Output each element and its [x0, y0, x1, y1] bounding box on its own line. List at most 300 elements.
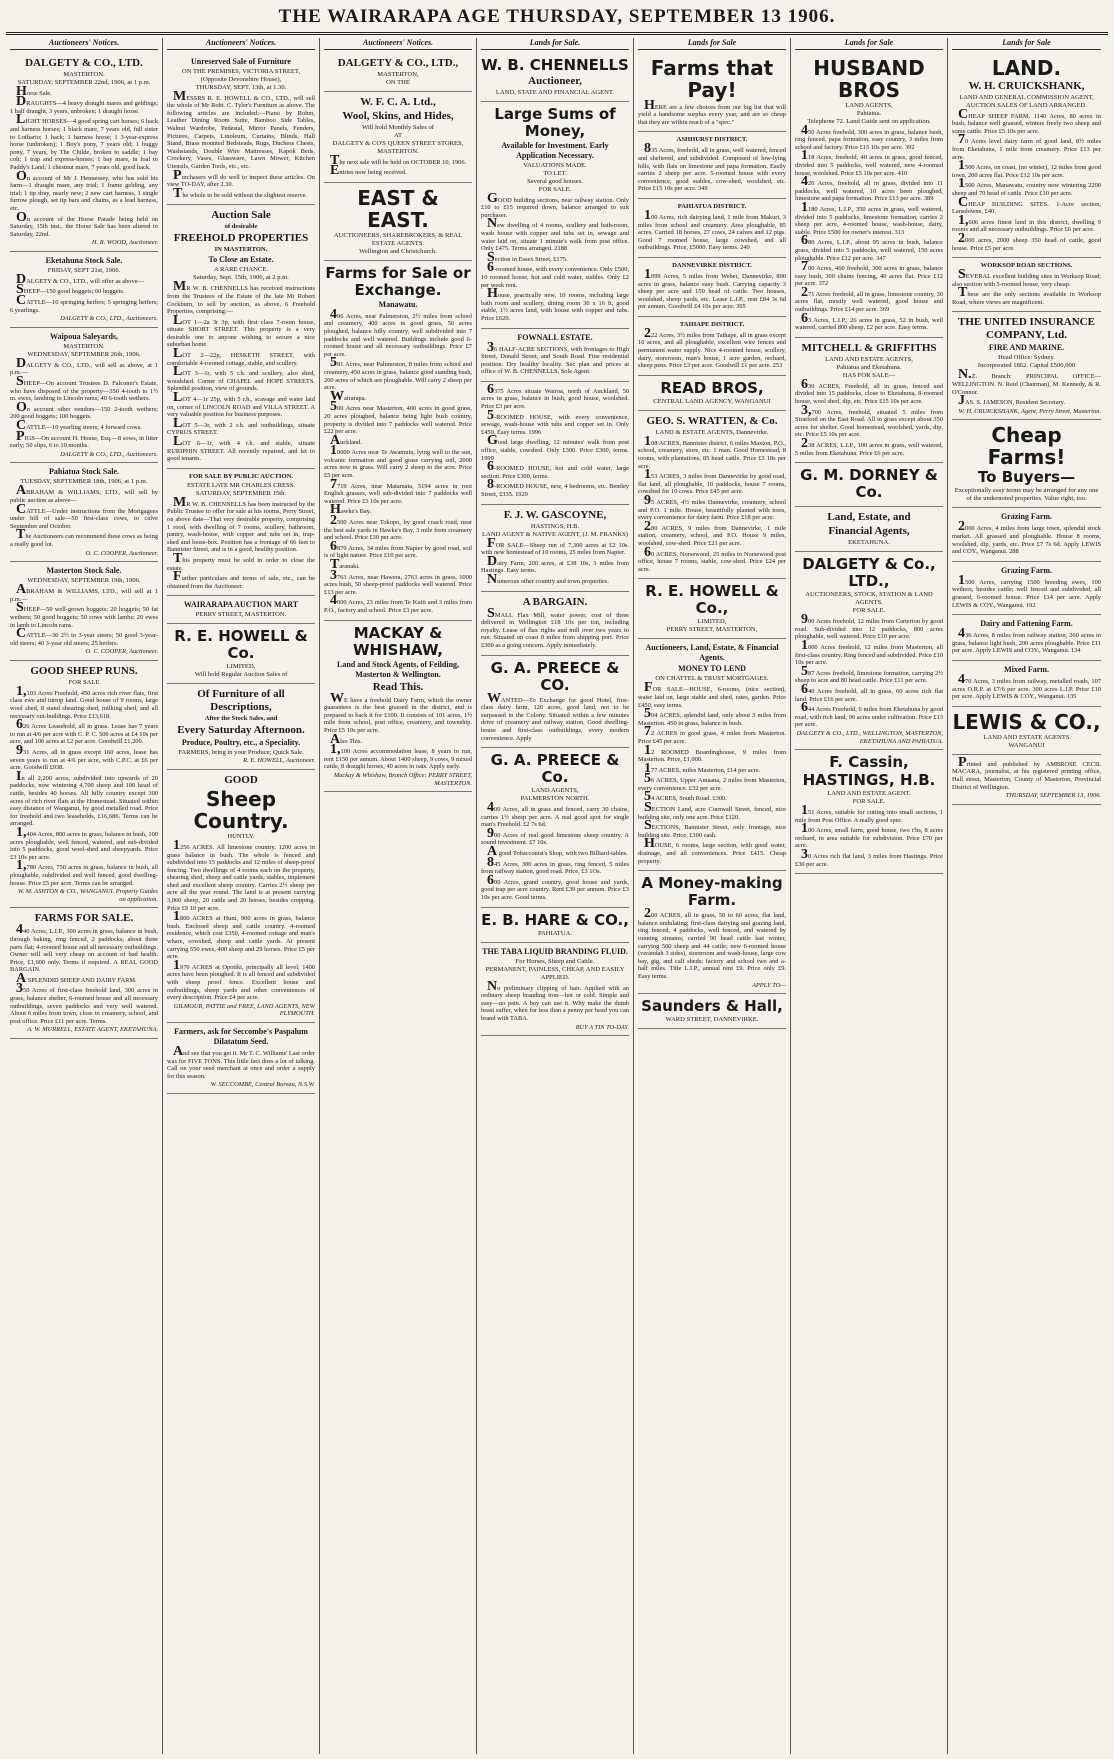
ad-heading: Produce, Poultry, etc., a Speciality. — [181, 738, 301, 748]
ad-paragraph: MESSRS R. E. HOWELL & CO., LTD., will sell the whole of Mr Robt. C. Tyler's Furniture as above. The following articles are included:—Piano by Rohm, Leather Dining Room Suite, Bamboo Side Tables, Walnut Wardrobe, Pedestal, Mirror Panels, Fenders, Pictures, Carpets, Linoleum, Curtains, Blinds, Hall Stand, Brass mounted Bedsteads, Rugs, Duchess Chests, Washstands, Double Wire Mattresses, Kapok Beds, Crockery, Vases, Glassware, Lawn Mower, Kitchen Utensils, Garden Tools, etc., etc. — [167, 88, 315, 170]
ad-paragraph: 30 Acres rich flat land, 3 miles from Hastings. Price £30 per acre. — [795, 847, 943, 868]
ad-paragraph: 450 Acres freehold, 300 acres in grass, balance bush, ring fenced, papa formation, easy country, 3 miles from school and factory. Price £15 10s per acre. 392 — [795, 122, 943, 151]
ad-paragraph: 5-ROOMED HOUSE, with every convenience, sewage, wash-house with tubs and copper set in. Only £450. Easy terms. 1996 — [481, 407, 629, 436]
ad-paragraph: DALGETY & CO., LTD., will sell as above, at 1 p.m.— — [10, 355, 158, 377]
advertisement — [324, 261, 472, 621]
ad-paragraph: 680 Acres, L.I.P., about 95 acres in bush, balance grass, divided into 5 paddocks, well watered, 150 acres ploughable. Price £12 per acre. 347 — [795, 233, 943, 262]
ad-subheading: ON THE — [386, 78, 410, 86]
ad-paragraph: This property must be sold in order to close the estate. — [167, 550, 315, 572]
ad-signature: A. W. MURRELL, ESTATE AGENT, EKETAHUNA. — [27, 1026, 158, 1034]
ad-subheading: WEDNESDAY, SEPTEMBER 19th, 1906. — [27, 577, 141, 585]
advertisement — [638, 579, 786, 639]
ad-heading: Masterton Stock Sale. — [46, 566, 122, 576]
advertisement — [324, 621, 472, 793]
column-header: Lands for Sale — [638, 38, 786, 50]
ad-signature: Mackay & Whishaw, Branch Office: PERRY STREET, MASTERTON. — [333, 771, 472, 787]
ad-paragraph: Dairy Farm, 200 acres, at £38 10s, 3 miles from Hastings. Easy terms. — [481, 553, 629, 575]
ad-subheading: MASTERTON. — [63, 342, 105, 350]
ad-paragraph: The next sale will be held on OCTOBER 10, 1906. — [330, 152, 467, 168]
ad-subheading: PAHIATUA. — [537, 929, 572, 937]
ad-heading: W. F. C. A. Ltd., — [360, 95, 436, 108]
ad-subheading: Telephone 72. Land Guide sent on application. — [807, 117, 931, 125]
ad-subheading: HAS FOR SALE— — [842, 371, 896, 379]
ad-paragraph: 6870 Acres, 34 miles from Napier by good road, soil is of light nature. Price £10 per acre. — [324, 538, 472, 560]
advertisement — [795, 53, 943, 338]
ad-subheading: HUNTLY. — [227, 832, 255, 840]
advertisement — [952, 508, 1101, 561]
ad-heading: LAND. — [991, 55, 1062, 80]
ad-paragraph: 1180 Acres, L.I.P., 350 acres in grass, well watered, divided into 5 paddocks, limestone formation, carries 2 sheep per acre, 4-roomed house, wash-house, dairy, stable. Price £500 for owner's interest. 313 — [795, 199, 943, 236]
ad-subheading: PERMANENT, PAINLESS, CHEAP, AND EASILY APPLIED. — [485, 965, 625, 981]
ad-subheading: PERRY STREET, MASTERTON. — [195, 611, 287, 619]
ad-subheading: Will hold Monthly Sales of — [362, 123, 434, 131]
ad-signature: DALGETY & CO., LTD., Auctioneers. — [60, 450, 158, 458]
columns-container — [6, 38, 1108, 1754]
ad-heading: F. J. W. GASCOYNE, — [503, 508, 607, 521]
ad-signature: APPLY TO— — [751, 981, 786, 989]
advertisement — [10, 661, 158, 908]
ad-paragraph: 238 ACRES, L.I.P., 100 acres in grass, well watered, 5 miles from Eketahuna. Price £6 per acre. — [795, 436, 943, 457]
ad-heading: Read This. — [372, 680, 424, 693]
ad-paragraph: LOT 1—2a 3r 3p, with first class 7-room house, situate SHORT STREET. This property is a very desirable one to anyone wishing to secure a nice suburban home. — [167, 312, 315, 349]
ad-subheading: LAND AND ESTATE AGENT. — [827, 790, 911, 798]
ad-heading: Manawatu. — [378, 299, 418, 309]
ad-heading: HUSBAND BROS — [813, 55, 925, 102]
column-3 — [320, 38, 477, 1754]
ad-paragraph: 8-ROOMED HOUSE, new, 4 bedrooms, etc. Bentley Street, £335. 1929 — [481, 477, 629, 498]
ad-paragraph: 1099 Acres, 5 miles from Weber, Dannevirke, 800 acres in grass, balance easy bush. Carrying capacity 3 sheep per acre and 150 head of cattle. Two houses, woolshed, sheep yards, etc. Lease L.I.P., rent £84 3s 6d per annum. Goodwill £4 10s per acre. 305 — [638, 266, 786, 311]
ad-paragraph: Good large dwelling, 12 minutes' walk from post office, stable, cowshed. Only £300. Price £300, terms. 1999 — [481, 433, 629, 462]
ad-heading: Saunders & Hall, — [641, 997, 783, 1016]
ad-heading: After the Stock Sales, and — [204, 715, 278, 723]
ad-paragraph: 845 Acres, 300 acres in grass, ring fenced, 5 miles from railway station, good road. Price, £3 1Os. — [481, 854, 629, 876]
ad-paragraph: LOT 5—3r, with 2 r.h. and outbuildings, situate CYPRUS STREET. — [167, 415, 315, 437]
ad-heading: To Close an Estate. — [208, 255, 274, 265]
ad-subheading: A RARE CHANCE. — [213, 266, 269, 274]
ad-paragraph: CATTLE—10 yearling steers; 4 forward cows. — [16, 418, 142, 433]
ad-paragraph: 436 Acres, 8 miles from railway station, 260 acres in grass, balance light bush, 200 acres ploughable. Price £11 per acre. Apply LEWIS and COY., Wanganui. 134 — [952, 626, 1101, 655]
ad-paragraph: SHEEP—On account Trustees D. Falconer's Estate, who have disposed of the property—350 4-tooth to 1½ m. ewes, lambing to Lincoln rams; 40 6-tooth wethers. — [10, 374, 158, 403]
ad-paragraph: Further particulars and terms of sale, etc., can be obtained from the Auctioneer. — [167, 569, 315, 590]
ad-paragraph: WE have a freehold Dairy Farm, which the owner guarantees is the best grassed in the district, and is prepared to back it for £100. It consists of 101 acres, 1½ mile from school, post office, creamery, and township. Price £5 10s per acre. — [324, 690, 472, 734]
ad-paragraph: 4000 Acres, 23 miles from Te Kuiti and 3 miles from P.O., factory and school. Price £3 per acre. — [324, 593, 472, 614]
ad-heading: ASHHURST DISTRICT. — [676, 136, 748, 144]
ad-heading: FOWNALL ESTATE. — [517, 332, 593, 342]
ad-subheading: TUESDAY, SEPTEMBER 18th, 1906, at 1 p.m. — [20, 478, 148, 486]
ad-paragraph: 6-roomed house, with every convenience. Only £500, 10 roomed house, hot and cold water, stables. Only £2 per week rent. — [481, 260, 629, 289]
ad-signature: THURSDAY, SEPTEMBER 13, 1906. — [1005, 792, 1101, 800]
ad-paragraph: LOT 6—1r, with 4 r.h. and stable, situate RURIPHIN STREET. All recently repaired, and let to good tenants. — [167, 434, 315, 463]
ad-heading: E. B. HARE & CO., — [481, 910, 629, 929]
ad-paragraph: FOR SALE—Sheep run of 7,300 acres at £2 10s. with new homestead of 10 rooms, 25 miles from Napier. — [481, 535, 629, 557]
ad-paragraph: 280 ACRES, 9 miles from Dannevirke, 1 mile station, creamery, school, and P.O. House 9 miles, woolshed, cow-shed. Price £21 per acre. — [638, 518, 786, 547]
ad-paragraph: On account other vendors—150 2-tooth wethers; 200 good hoggets; 100 hoggets. — [10, 399, 158, 421]
advertisement — [481, 656, 629, 749]
ad-heading: READ BROS, — [660, 378, 764, 397]
ad-paragraph: These are the only sections available in Worksop Road, where views are magnificent. — [952, 285, 1101, 306]
ad-subheading: FARMERS, bring in your Produce; Quick Sale. — [178, 749, 304, 757]
advertisement — [481, 329, 629, 382]
ad-paragraph: 1,780 Acres, 750 acres in grass, balance in bush, all ploughable, subdivided and well fenced, good dwelling-house. Price £5 per acre. Terms can be arranged. — [10, 858, 158, 887]
ad-heading: Sheep Country. — [193, 786, 289, 833]
ad-heading: To Buyers— — [977, 468, 1076, 487]
ad-paragraph: SHEEP—150 good hoggets; 60 hoggets. — [16, 282, 125, 298]
ad-paragraph: On account of the Horse Parade being held on Saturday, 15th inst., the Horse Sale has been altered to Saturday, 22nd. — [10, 209, 158, 238]
ad-heading: GOOD SHEEP RUNS. — [30, 664, 138, 677]
ad-heading: Eketahuna Stock Sale. — [45, 255, 123, 265]
ad-paragraph: 630 ACRES, Freehold, all in grass, fenced and divided into 15 paddocks, close to Eketahuna, 8-roomed house, wool shed, dip, etc. Price £15 10s per acre. — [795, 376, 943, 406]
ad-paragraph: MR W. B. CHENNELLS has received instructions from the Trustees of the Estate of the late Mr Robert Cockburn, to sell by auction, as above, 6 Freehold Properties, comprising:— — [167, 279, 315, 316]
advertisement — [324, 183, 472, 261]
advertisement — [10, 53, 158, 252]
ad-paragraph: 100 Acres, small farm, good house, two r'hs, 8 acres orchard, in area suitable for subdivision. Price £70 per acre. — [795, 821, 943, 850]
ad-paragraph: 100 Acres, rich dairying land, 1 mile from Makuri, 3 miles from school and creamery. Area ploughable, 85 acres. Carried 18 horses, 27 cows, 24 calves and 12 pigs. Good 7 roomed house, large cowshed, and all outbuildings. Price, £5000. Easy terms. 240 — [638, 207, 786, 252]
ad-subheading: Pahiatua. — [856, 109, 882, 117]
ad-paragraph: LOT 2—22p, HESKETH STREET, with comfortable 4-roomed cottage, stable, and scullery. — [167, 346, 315, 367]
ad-subheading: PERRY STREET, MASTERTON, — [666, 626, 758, 634]
ad-paragraph: 350 Acres of first-class freehold land, 300 acres in grass, balance shelter, 6-roomed house and all necessary outbuildings, seven paddocks and very well watered. About 6 miles from town, close to creamery, school, and post office. Price £11 per acre. Terms. — [10, 981, 158, 1025]
ad-paragraph: 440 Acres, L.I.P., 300 acres in grass, balance in bush, through baking, ring fenced, 2 paddocks, about three parts flat; 4-roomed house and all necessary outbuildings. Owner will sell very cheap on account of bad health. Price, £1,600 only. Terms if required. A REAL GOOD BARGAIN. — [10, 922, 158, 974]
ad-subheading: LAND AGENTS, — [531, 787, 579, 795]
ad-heading: A Money-making Farm. — [641, 874, 783, 910]
ad-heading: Grazing Farm. — [1000, 512, 1053, 522]
ad-paragraph: 900 Acres freehold, 12 miles from Carterton by good road. Sub-divided into 12 paddocks, 800 acres ploughable, well watered. Price £10 per acre. — [795, 612, 943, 641]
advertisement — [167, 53, 315, 206]
advertisement — [167, 469, 315, 597]
ad-paragraph: 420 Acres, freehold, all in grass, divided into 11 paddocks, well watered, 10 acres been ploughed, limestone and papa formation. Price £13 per acre. 389 — [795, 174, 943, 203]
ad-paragraph: 2000 acres, 2000 sheep 350 head of cattle, good house. Price £5 per acre. — [952, 230, 1101, 252]
advertisement — [167, 624, 315, 684]
ad-subheading: Pahiatua and Eketahuna. — [836, 363, 902, 371]
ad-paragraph: 3,700 Acres, freehold, situated 5 miles from Stratford on the East Road. All in grass except about 350 acres for shelter. Good homestead, woolshed, yards, dip, etc. Price £5 10s per acre. — [795, 402, 943, 439]
advertisement — [638, 871, 786, 994]
ad-heading: Wool, Skins, and Hides, — [342, 109, 454, 122]
ad-heading: THE UNITED INSURANCE COMPANY, Ltd. — [958, 316, 1095, 342]
ad-heading: R. E. HOWELL & Co. — [174, 627, 308, 663]
advertisement — [10, 328, 158, 464]
ad-heading: Waipoua Saleyards, — [49, 331, 118, 341]
masthead: THE WAIRARAPA AGE THURSDAY, SEPTEMBER 13 1906. — [6, 0, 1108, 35]
ad-paragraph: 470 Acres, 3 miles from railway, metalled roads, 107 acres O.R.P. at £7/6 per acre. 300 acres L.I.P. Price £10 per acre. Apply LEWIS & COY., Wanganui. 135 — [952, 671, 1101, 701]
ad-paragraph: CATTLE—10 springing heifers; 5 springing heifers; 6 yearlings. — [10, 293, 158, 314]
ad-subheading: FOR SALE. — [852, 798, 886, 806]
advertisement — [167, 596, 315, 624]
advertisement — [952, 755, 1101, 805]
ad-heading: W. H. CRUICKSHANK, — [968, 79, 1085, 92]
ad-paragraph: House, practically new, 10 rooms, including large bath room and scullery, dining room 30 x 16 ft, good stable, 1½ acres land, with house with copper and tubs. Price £620. — [481, 286, 629, 322]
ad-heading: MITCHELL & GRIFFITHS — [801, 341, 937, 354]
ad-paragraph: In all 2,200 acres, subdivided into upwards of 20 paddocks, now wintering 4,700 sheep and 100 head of cattle, besides 40 horses. All hilly country except 300 acres of rich river flats at the Homestead. Situated within easy distance of Wanganui, by good metalled road. Price for freehold and two leaseholds, £16,686. Terms can be arranged. — [10, 768, 158, 828]
advertisement — [952, 312, 1101, 420]
ad-paragraph: 900 Acres of real good limestone sheep country. A sound investment. £7 10s. — [481, 825, 629, 847]
ad-paragraph: The Auctioneers can recommend these cows as being a really good lot. — [10, 527, 158, 548]
ad-paragraph: 271 Acres freehold, all in grass, limestone country, 30 acres flat, mostly well watered, good house and outbuildings. Price £14 per acre. 369 — [795, 284, 943, 314]
ad-subheading: CENTRAL LAND AGENCY, WANGANUI — [653, 397, 771, 405]
ad-paragraph: 1,103 Acres Freehold, 450 acres rich river flats, first class ewe and turnip land. Good house of 9 rooms, large wool shed, 8 stand shearing shed, milking shed, and all necessary out-buildings. Price £13,618. — [10, 683, 158, 720]
advertisement — [481, 943, 629, 1037]
ad-paragraph: 6375 Acres situate Wairoa, north of Auckland, 50 acres in grass, balance in bush, good house, woolshed. Price £3 per acre. — [481, 381, 629, 411]
column-header: Auctioneers' Notices. — [167, 38, 315, 50]
ad-heading: A BARGAIN. — [522, 595, 588, 608]
ad-paragraph: SMALL Flax Mill, water power, cost of three delivered in Wellington £18 10s per ton, including royalty. Lease of flax rights and mill over two years to run. Situated on coast 8 miles from shipping port. Price £300 as a going concern. Apply immediately. — [481, 605, 629, 649]
ad-subheading: For Horses, Sheep and Cattle. — [515, 957, 595, 965]
ad-paragraph: 151 Acres, suitable for cutting into small sections, 1 mile from Post Office. A really good spec. — [795, 803, 943, 824]
ad-paragraph: SECTIONS, Bannister Street, only frontage, nice building site. Price, £100 cash. — [638, 818, 786, 839]
ad-paragraph: LOT 4—1r 25p, with 5 r.h., scavage and water laid on, corner of LINCOLN ROAD and VILLA STREET. A very valuable position for business purposes. — [167, 390, 315, 419]
ad-paragraph: 177 ACRES, miles Masterton, £14 per acre. — [644, 760, 761, 776]
ad-paragraph: 10000 Acres near Te Awamutu, lying well to the sun, volcanic formation and good grass carrying soil, 2000 acres now in grass. Will carry 2 sheep to the acre. Price £5 per acre. — [324, 443, 472, 480]
advertisement — [952, 258, 1101, 312]
ad-heading: Farms for Sale or Exchange. — [325, 263, 471, 299]
ad-subheading: Saturday, Sept. 15th, 1906, at 2 p.m. — [193, 274, 289, 282]
ad-paragraph: 1500 Acres, carrying 1500 breeding ewes, 100 wethers, besides cattle; well fenced and subdivided, all grassed, 6-roomed house. Price £14 per acre. Apply LEWIS & COY., Wanganui. 192 — [952, 572, 1101, 609]
ad-signature: DALGETY & CO., LTD., WELLINGTON, MASTERTON, EKETAHUNA AND PAHIATUA. — [796, 729, 943, 745]
ad-paragraph: 600 Acres, grand country, good house and yards, good trap per acre country. Rent £39 per annum. Price £3 10s per acre. Good terms. — [481, 872, 629, 902]
ad-paragraph: Auckland. — [330, 432, 362, 448]
ad-subheading: ESTATE LATE MR CHARLES CRESS. — [186, 481, 296, 489]
advertisement — [952, 615, 1101, 661]
ad-paragraph: GOOD building sections, near railway station. Only £10 to £15 required down, balance arranged to suit purchaser. — [481, 190, 629, 219]
ad-paragraph: PIGS—On account H. House, Esq.—8 sows, in litter early; 50 slips, 6 to 10 months. — [10, 428, 158, 450]
ad-subheading: LAND & ESTATE AGENTS, Dannevirke. — [655, 428, 769, 436]
ad-heading: IN MASTERTON. — [214, 246, 268, 254]
ad-paragraph: 1970 ACRES at Opotiki, principally all level, 1400 acres have been ploughed. It is all fenced and subdivided with sheep proof fence. Excellent house and outbuildings, sheep yards and other conveniences of every description. Price £4 per acre. — [167, 957, 315, 1002]
advertisement — [167, 770, 315, 1023]
ad-signature: H. R. WOOD, Auctioneer. — [91, 239, 158, 247]
ad-heading: FIRE AND MARINE. — [988, 343, 1065, 353]
ad-paragraph: 1000 Acres freehold, 12 miles from Masterton, all first-class country. Ring fenced and subdivided. Price £10 10s per acre. — [795, 637, 943, 667]
ad-heading: DALGETY & CO., LTD., — [337, 56, 459, 69]
ad-paragraph: The whole to be sold without the slightest reserve. — [173, 185, 308, 201]
advertisement — [481, 53, 629, 102]
ad-heading: MONEY TO LEND — [678, 664, 746, 674]
ad-paragraph: 36 HALF-ACRE SECTIONS, with frontages to High Street, Donald Street, and South Road. Fine residential position. Dry healthy locality. Sec plan and prices at office of W. B. CHENNELLS, Sole Agent. — [481, 339, 629, 376]
ad-subheading: WARD STREET, DANNEVIRKE. — [665, 1016, 759, 1024]
ad-paragraph: A SPLENDID SHEEP AND DAIRY FARM. — [16, 970, 137, 986]
ad-signature: BUY A TIN TO-DAY. — [575, 1023, 629, 1031]
ad-paragraph: LIGHT HORSES—4 good spring cart horses; 6 hack and harness horses; 1 black mare, 7 years old, full sister to Lothario; 1 hack; 1 harness horse; 1 3-year-express horse (unbroken); 1 Boy's pony, 7 years old; 1 buggy pony, 7 years, by The Childe, broken to saddle; 1 bay colt; 1 trap and express-horses; 1 bay mare, in foal to Paddy's Land; 1 chestnut mare, 7 years old, good hack. — [10, 112, 158, 171]
ad-paragraph: 644 Acres Freehold, 6 miles from Eketahuna by good road, with rich land, 90 acres under cultivation. Price £13 per acre. — [795, 700, 943, 729]
advertisement — [638, 258, 786, 317]
ad-heading: Auction Sale — [211, 209, 271, 222]
ad-paragraph: 400 Acres, all in grass and fenced, carry 30 chains, carries 1½ sheep per acre. A real good spot for single man's Freehold. £2 7s 6d. — [481, 800, 629, 829]
ad-heading: Pahiatua Stock Sale. — [48, 467, 119, 477]
ad-paragraph: Section in Essex Street, £175. — [487, 249, 568, 265]
ad-heading: Mixed Farm. — [1004, 664, 1049, 674]
ad-paragraph: 70 Acres level dairy farm of good land, 8½ miles from Eketahuna, 1 mile from creamery. Price £13 per acre. — [952, 132, 1101, 161]
ad-heading: Of Furniture of all Descriptions, — [197, 688, 285, 714]
ad-paragraph: 640 Acres freehold, all in grass, 60 acres rich flat land. Price £16 per acre. — [795, 681, 943, 703]
ad-signature: DALGETY & CO., LTD., Auctioneers. — [60, 315, 158, 323]
ad-subheading: FOR SALE. — [852, 607, 886, 615]
ad-subheading: THURSDAY, SEPT. 13th, at 1.30. — [195, 83, 287, 91]
ad-paragraph: JAS. S. JAMESON, Resident Secretary. — [958, 393, 1066, 409]
ad-subheading: SATURDAY, SEPTEMBER 15th. — [195, 489, 287, 497]
column-5 — [634, 38, 791, 1754]
ad-heading: GEO. S. WRATTEN, & Co. — [646, 414, 778, 427]
ad-subheading: LAND AGENT & NATIVE AGENT, (J. M. FRANKS) — [482, 530, 628, 538]
ad-subheading: LAND AND ESTATE AGENTS, — [825, 355, 913, 363]
ad-heading: FARMS FOR SALE. — [34, 912, 134, 925]
ad-heading: Dairy and Fattening Farm. — [980, 619, 1073, 629]
ad-heading: EAST & EAST. — [357, 185, 439, 232]
ad-paragraph: 60 ACRES, Norsewood, 25 miles to Norsewood post office, house 7 rooms, stable, cow-shed. Price £24 per acre. — [638, 544, 786, 573]
ad-paragraph: 3763 Acres, near Hawera, 2763 acres in grass, 1000 acres bush, 50 sheep-proof paddocks well watered. Price £13 per acre. — [324, 567, 472, 596]
ad-paragraph: Also This. — [330, 731, 363, 747]
ad-subheading: LAND AND GENERAL COMMISSION AGENT, AUCTION SALES OF LAND ARRANGED. — [959, 93, 1094, 109]
ad-paragraph: HOUSE, 6 rooms, large section, with good water, drainage, and all conveniences. Price £415. Cheap property. — [638, 836, 786, 865]
ad-heading: THE TABA LIQUID BRANDING FLUID. — [482, 946, 628, 956]
ad-subheading: FOR SALE. — [538, 185, 572, 193]
ad-heading: FREEHOLD PROPERTIES — [173, 232, 309, 245]
ad-subheading: AUCTIONEERS, STOCK, STATION & LAND AGENTS. — [805, 591, 933, 607]
ad-paragraph: 835 Acres, freehold, all in grass, well watered, fenced and sheltered, and subdivided. Composed of low-lying hills, with flats on limestone and papa formation. Easily carries 2 sheep per acre. 5-roomed house with every convenience, good stables, cow-shed, woolshed, etc. Price £15 10s per acre. 349 — [638, 141, 786, 193]
ad-paragraph: WANTED—To Exchange for good Hotel, first-class dairy farm, 120 acres, good land, not to be surpassed in the Colony. Situated within a few minutes drive of creamery and railway station. Good dwelling-house and first-class outbuildings, every modern convenience. Apply — [481, 690, 629, 742]
ad-subheading: AUCTIONEERS, SHAREBROKERS, & REAL ESTATE AGENTS. — [333, 231, 463, 247]
ad-heading: GOOD — [224, 773, 258, 786]
ad-heading: G. A. PREECE & CO. — [490, 658, 620, 694]
advertisement — [638, 376, 786, 411]
advertisement — [481, 748, 629, 908]
ad-paragraph: DRAUGHTS—4 heavy draught mares and geldings; 1 half draught, 3 years, unbroken; 1 draught horse. — [10, 94, 158, 115]
ad-paragraph: DALGETY & CO., LTD., will offer as above— — [16, 271, 144, 287]
ad-heading: Farmers, ask for Seccombe's Paspalum Dilatatum Seed. — [174, 1026, 308, 1046]
advertisement — [481, 505, 629, 592]
advertisement — [10, 463, 158, 562]
ad-heading: Land, Estate, and — [827, 511, 911, 524]
ad-paragraph: 12 ROOMED Boardinghouse, 9 miles from Masterton. Price, £1,000. — [638, 742, 786, 764]
ad-paragraph: 56 ACRES, Upper Amaana, 2 miles from Masterton, every convenience. £32 per acre. — [638, 771, 786, 792]
ad-heading: PAHIATUA DISTRICT. — [677, 202, 747, 210]
ad-paragraph: N.Z. Branch: PRINCIPAL OFFICE—WELLINGTON. N. Reid (Chairman), M. Kennedy, & R. O'Connor. — [952, 367, 1101, 396]
ad-heading: HASTINGS, H.B. — [802, 771, 936, 790]
ad-paragraph: New dwelling of 4 rooms, scullery and bath-room, wash house with copper and tubs set in, sewage and water laid on, situate 1 minute's walk from post office. Only £475. Terms arranged. 2188 — [481, 216, 629, 253]
ad-signature: O. C. COOPER, Auctioneer. — [85, 648, 158, 656]
ad-heading: Land and Stock Agents, of Feilding, Masterton & Wellington. — [336, 659, 460, 679]
ad-paragraph: 153 ACRES, 3 miles from Dannevirke by good road, flat land, all ploughable, 10 paddocks, house 7 rooms, cowshed for 10 cows. Price £45 per acre. — [638, 467, 786, 496]
ad-paragraph: Taranaki. — [330, 557, 360, 572]
ad-heading: FOR SALE BY PUBLIC AUCTION. — [189, 472, 293, 480]
ad-subheading: Several good houses. — [527, 177, 583, 185]
advertisement — [952, 562, 1101, 615]
ad-subheading: Will hold Regular Auction Sales of — [194, 671, 288, 679]
ad-paragraph: 581 Acres, near Palmerston, 8 miles from school and creamery, 450 acres in grass, balance good standing bush, 200 acres of which are ploughable. Will carry 2 sheep per acre. — [324, 355, 472, 392]
ad-heading: W. B. CHENNELLS — [481, 55, 629, 74]
column-1 — [6, 38, 163, 1754]
ad-subheading: WANGANUI — [1008, 741, 1045, 749]
ad-subheading: TO LET. — [543, 169, 567, 177]
ad-signature: W. H. CRUICKSHANK, Agent, Perry Street, Masterton. — [958, 407, 1101, 415]
advertisement — [638, 411, 786, 580]
ad-subheading: FRIDAY, SEPT 21st, 1906. — [47, 266, 121, 274]
ad-paragraph: And see that you get it. Mr T. C. Williams' Last order was for FIVE TONS. This little fact does a lot of talking. Call on your seed merchant at once and order a supply for this season. — [167, 1043, 315, 1080]
ad-paragraph: FOR SALE—HOUSE, 6-rooms, (nice section), water laid on, large stable and shed, rates, garden. Price £450, easy terms. — [638, 680, 786, 709]
ad-subheading: FOR SALE — [68, 678, 100, 686]
ad-paragraph: CATTLE—30 2½ to 3-year steers; 50 good 3-year-old steers; 40 3-year old steers; 25 heifers. — [10, 626, 158, 647]
column-6 — [791, 38, 948, 1754]
advertisement — [10, 562, 158, 661]
ad-heading: Every Saturday Afternoon. — [177, 724, 305, 737]
ad-paragraph: 1500 Acres, Manawatu, country now wintering 2200 sheep and 70 head of cattle. Price £10 per acre. — [952, 176, 1101, 197]
ad-subheading: EKETAHUNA. — [848, 539, 890, 547]
ad-heading: Large Sums of Money, — [494, 104, 616, 140]
column-7 — [948, 38, 1105, 1754]
ad-paragraph: Entries now being received. — [330, 163, 407, 179]
ad-subheading: Head Office: Sydney. — [998, 354, 1055, 362]
ad-paragraph: 1,606 acres finest land in this district, dwelling 9 rooms and all necessary outbuildings. Price £6 per acre. — [952, 212, 1101, 234]
column-header: Lands for Sale — [952, 38, 1101, 50]
ad-paragraph: 1500 Acres, on coast, (no winter), 12 miles from good town, 200 acres flat. Price £12 10s per acre. — [952, 158, 1101, 179]
ad-heading: Farms that Pay! — [650, 55, 774, 102]
ad-heading: TAIHAPE DISTRICT. — [679, 320, 745, 328]
ad-heading: Available for Investment. Early Application Necessary. — [501, 140, 609, 160]
advertisement — [795, 552, 943, 750]
advertisement — [481, 592, 629, 656]
ad-paragraph: 7719 Acres, near Matamata, 5194 acres in root English grasses, well sub-divided into 7 paddocks well watered. Price £3 10s per acre. — [324, 476, 472, 505]
ad-paragraph: SEVERAL excellent building sites in Worksop Road; also section with 5-roomed house, very cheap. — [952, 267, 1101, 288]
advertisement — [638, 639, 786, 871]
ad-paragraph: CATTLE—Under instructions from the Mortgagees under bill of sale—50 first-class cows, to calve September and October. — [10, 501, 158, 530]
ad-paragraph: 108 ACRES, Bannister district, 6 miles Maxton, P.O., school, creamery, store, etc. 1 man. Good Homestead, 8 rooms, with plantations, 85 head cattle. Price £3 18s per acre. — [638, 433, 786, 470]
ad-heading: R. E. HOWELL & Co., — [645, 582, 779, 618]
ad-heading: Cheap Farms! — [987, 423, 1066, 470]
advertisement — [638, 132, 786, 199]
advertisement — [638, 994, 786, 1029]
ad-paragraph: 118 Acres, freehold, 40 acres in grass, good fenced, divided into 5 paddocks, well watered, new 4-roomed house, woolshed. Price £5 10s per acre. 410 — [795, 148, 943, 177]
ad-paragraph: 1256 ACRES. All limestone country. 1200 acres in grass balance in bush. The whole is fenced and subdivided into 15 paddocks and 12 miles of sheep-proof fencing. Two dwellings of 4 rooms each on the property, shearing shed, sheep and cattle yards, stables, implement shed and excellent sheep country. Carries 2½ sheep per acre all the year round. The land is at present carrying 3,060 sheep, 20 cattle and 20 horses, besides cropping. Price £9 10 per acre. — [167, 837, 315, 912]
ad-paragraph: 931 Acres, all in grass except 160 acres, lease has seven years to run at 4/6 per acre, with C.P.C. at £6 per acre. Goodwill £938. — [10, 743, 158, 772]
advertisement — [952, 53, 1101, 259]
ad-paragraph: 54 ACRES, South Road. £300. — [644, 789, 727, 805]
ad-subheading: AT — [393, 131, 403, 139]
ad-subheading: (Opposite Devonshire House), — [200, 75, 282, 83]
ad-subheading: MASTERTON, — [377, 70, 419, 78]
ad-paragraph: 1,100 Acres accommodation lease, 8 years to run, rent £150 per annum. About 1400 sheep, 9 cows, 9 mixed cattle, 8 draught horses, 40 acres in oats. Apply early. — [324, 742, 472, 771]
ad-heading: DALGETY & Co., LTD., — [802, 555, 936, 591]
column-2 — [163, 38, 320, 1754]
ad-heading: Financial Agents, — [828, 525, 910, 538]
advertisement — [795, 750, 943, 874]
advertisement — [167, 205, 315, 468]
ad-heading: Auctioneer, — [528, 74, 582, 87]
ad-paragraph: A good Tobacconist's Shop, with two Billiard-tables. — [487, 844, 628, 860]
ad-signature: R. E. HOWELL, Auctioneer. — [243, 757, 315, 765]
advertisement — [10, 252, 158, 328]
ad-heading: DALGETY & CO., LTD. — [25, 56, 143, 69]
ad-subheading: LAND AGENTS, — [845, 101, 893, 109]
ad-subheading: SATURDAY, SEPTEMBER 22nd, 1906, at 1 p.m. — [17, 78, 151, 86]
advertisement — [324, 92, 472, 183]
ad-paragraph: 95 ACRES, 4½ miles Dannevirke, creamery, school and P.O. 1 mile. House, beautifully planted with trees, every convenience for dairy farm. Price £18 per acre. — [638, 493, 786, 522]
ad-paragraph: 1800 ACRES at Hunt, 900 acres in grass, balance bush. Enclosed sheep and cattle country. 4-roomed residence, which cost £350, 4-roomed cottage and man's whare, cowshed, sheep and cattle yards. At present carrying 550 ewes, 400 sheep and 29 horses. Price £5 per acre. — [167, 909, 315, 961]
ad-heading: MACKAY & WHISHAW, — [353, 623, 443, 659]
ad-paragraph: On account of Mr J. Hennessey, who has sold his farm—1 draught mare, any trial; 1 frame gelding, any trial; 1 tip dray, nearly new; 2 new cart harness, 1 single furrow plough, set tip bars and chains, as a lead harness, etc. — [10, 168, 158, 212]
advertisement — [795, 463, 943, 507]
advertisement — [638, 199, 786, 258]
ad-heading: WAIRARAPA AUCTION MART — [183, 600, 299, 610]
ad-paragraph: 200 ACRES, all in grass, 50 to 60 acres, flat land, balance undulating; first-class dairying and grazing land, ring fenced, 4 paddocks, well fenced, and watered by running streams; carried 90 head cattle last winter, carrying 500 sheep and 44 cattle; new 6-roomed house (verandah 3 sides), storeroom and wash-house, large cow bay, gig, and calf sheds; factory and school two and a-half miles. Title L.I.P., annual rent £9. Price only £9. Easy terms. — [638, 906, 786, 980]
advertisement — [167, 684, 315, 770]
ad-heading: WORKSOP ROAD SECTIONS. — [980, 262, 1073, 270]
ad-paragraph: Numerous other country and town properties. — [487, 571, 609, 587]
ad-subheading: PALMERSTON NORTH. — [520, 795, 590, 803]
column-header: Lands for Sale — [795, 38, 943, 50]
advertisement — [952, 661, 1101, 707]
ad-paragraph: HERE are a few choices from our big list that will yield a handsome surplus every year, and are so cheap that they are within reach of a "spec." — [638, 97, 786, 126]
ad-subheading: LAND AND ESTATE AGENTS — [983, 733, 1070, 741]
column-header: Auctioneers' Notices. — [324, 38, 472, 50]
ad-paragraph: 500 Acres near Masterton, 400 acres in good grass, 20 acres ploughed, balance being light bush country, property is divided into 7 paddocks well watered. Price £22 per acre. — [324, 399, 472, 436]
